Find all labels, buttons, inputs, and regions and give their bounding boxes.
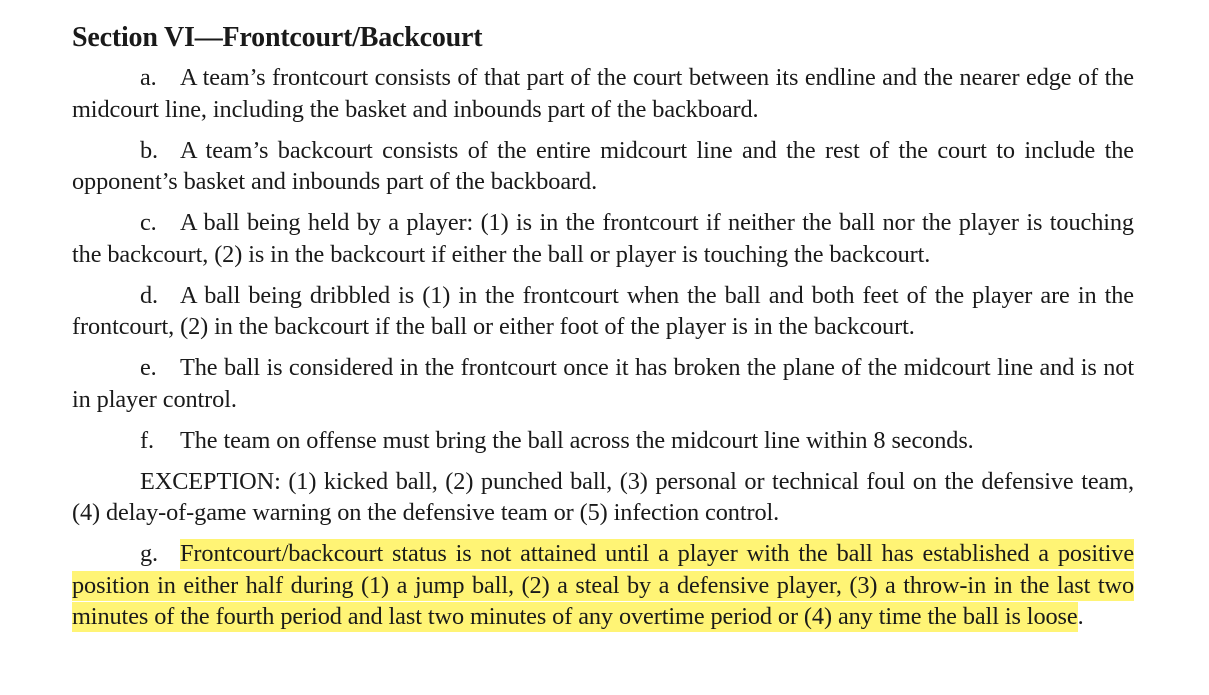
paragraph-label: b. [140,136,159,164]
rule-paragraph-f [72,425,1134,457]
rule-paragraph-e [72,352,1134,415]
paragraph-text: A team’s frontcourt consists of that part of the court between its endline and the nearer edge of the midcourt line, including the basket and inbounds part of the backboard. [72,64,1134,123]
exception-text: EXCEPTION: (1) kicked ball, (2) punched ball, (3) personal or technical foul on the defensive team, (4) delay-of-game warning on the defensive team or (5) infection control. [72,467,1134,526]
exception-paragraph [72,466,1134,529]
paragraph-text: A ball being held by a player: (1) is in the frontcourt if neither the ball nor the player is touching the backcourt, (2) is in the backcourt if either the ball or player is touching the backcourt. [72,209,1134,268]
paragraph-label: e. [140,354,157,381]
paragraph-label: f. [140,426,154,454]
rule-paragraph-a [72,62,1134,125]
paragraph-label: d. [140,281,159,309]
rule-paragraph-c [72,207,1134,270]
paragraph-trailing-period: . [1077,603,1084,630]
paragraph-text: The team on offense must bring the ball across the midcourt line within 8 seconds. [180,426,974,454]
paragraph-text: The ball is considered in the frontcourt once it has broken the plane of the midcourt line and is not in player control. [72,354,1134,413]
highlighted-text: Frontcourt/backcourt status is not attained until a player with the ball has established a positive position in either half during (1) a jump ball, (2) a steal by a defensive player, (3) a throw-in in the last two minutes of the fourth period and last two minutes of any overtime period or (4) any time the ball is loose [72,540,1134,630]
section-title: Section VI—Frontcourt/Backcourt [72,22,483,53]
rule-paragraph-g [72,538,1134,633]
rule-paragraph-d [72,280,1134,343]
paragraph-label: a. [140,64,157,91]
paragraph-text: A ball being dribbled is (1) in the frontcourt when the ball and both feet of the player are in the frontcourt, (2) in the backcourt if the ball or either foot of the player is in the backcourt. [72,281,1134,340]
paragraph-label: g. [140,540,159,567]
paragraph-label: c. [140,209,157,236]
paragraph-text: A team’s backcourt consists of the entire midcourt line and the rest of the court to include the opponent’s basket and inbounds part of the backboard. [72,136,1134,195]
rule-section [72,18,1134,633]
rule-paragraph-b [72,135,1134,198]
